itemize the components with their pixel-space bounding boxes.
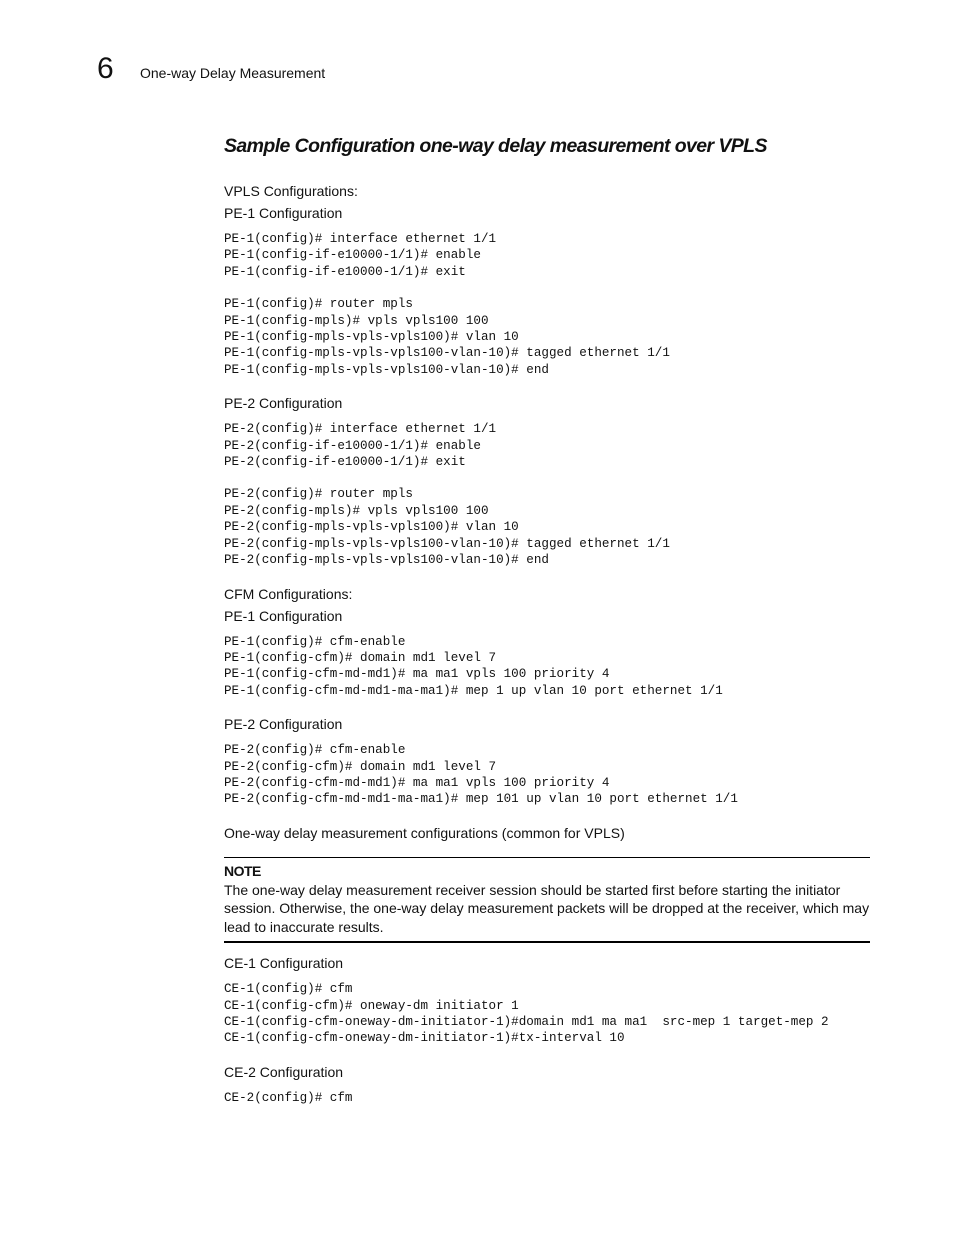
running-title: One-way Delay Measurement xyxy=(140,65,326,81)
chapter-number: 6 xyxy=(97,52,114,85)
ce2-code-block: CE-2(config)# cfm xyxy=(224,1090,353,1105)
ce1-label: CE-1 Configuration xyxy=(224,955,344,972)
cfm-pe2-label: PE-2 Configuration xyxy=(224,716,343,733)
ce1-code-block: CE-1(config)# cfm CE-1(config-cfm)# oneway-dm initiator 1 CE-1(config-cfm-oneway-dm-initiator-1)#domain md1 ma ma1 src-mep 1 target-mep 2 CE-1(config-cfm-oneway-dm-initiator-1)#tx-interval 10 xyxy=(224,982,829,1046)
vpls-pe1-code-block-2: PE-1(config)# router mpls PE-1(config-mpls)# vpls vpls100 100 PE-1(config-mpls-vpls-vpls100)# vlan 10 PE-1(config-mpls-vpls-vpls100-vlan-10)# tagged ethernet 1/1 PE-1(config-mpls-vpls-vpls100-vlan-10)# end xyxy=(224,297,670,377)
note-title: NOTE xyxy=(224,862,261,879)
cfm-pe1-code-block: PE-1(config)# cfm-enable PE-1(config-cfm)# domain md1 level 7 PE-1(config-cfm-md-md1)# ma ma1 vpls 100 priority 4 PE-1(config-cfm-md-md1-ma-ma1)# mep 1 up vlan 10 port ethernet 1/1 xyxy=(224,634,723,698)
section-title: Sample Configuration one-way delay measurement over VPLS xyxy=(224,135,767,157)
note-box xyxy=(224,857,870,944)
oneway-dm-heading: One-way delay measurement configurations (common for VPLS) xyxy=(224,824,625,841)
vpls-configurations-heading: VPLS Configurations: xyxy=(224,183,358,199)
cfm-pe1-label: PE-1 Configuration xyxy=(224,607,343,624)
cfm-configurations-heading: CFM Configurations: xyxy=(224,585,353,602)
ce2-label: CE-2 Configuration xyxy=(224,1063,344,1080)
vpls-pe2-label: PE-2 Configuration xyxy=(224,395,343,412)
cfm-pe2-code-block: PE-2(config)# cfm-enable PE-2(config-cfm)# domain md1 level 7 PE-2(config-cfm-md-md1)# ma ma1 vpls 100 priority 4 PE-2(config-cfm-md-md1-ma-ma1)# mep 101 up vlan 10 port ethernet 1/1 xyxy=(224,743,738,807)
page-content xyxy=(224,133,870,1106)
vpls-pe1-label: PE-1 Configuration xyxy=(224,205,343,221)
vpls-pe1-code-block-1: PE-1(config)# interface ethernet 1/1 PE-1(config-if-e10000-1/1)# enable PE-1(config-if-e10000-1/1)# exit xyxy=(224,232,497,279)
note-text: The one-way delay measurement receiver session should be started first before starting the initiator session. Otherwise, the one-way delay measurement packets will be dropped at the receiver, which may lead to inaccurate results. xyxy=(224,881,870,935)
vpls-pe2-code-block-1: PE-2(config)# interface ethernet 1/1 PE-2(config-if-e10000-1/1)# enable PE-2(config-if-e10000-1/1)# exit xyxy=(224,422,497,470)
vpls-pe2-code-block-2: PE-2(config)# router mpls PE-2(config-mpls)# vpls vpls100 100 PE-2(config-mpls-vpls-vpls100)# vlan 10 PE-2(config-mpls-vpls-vpls100-vlan-10)# tagged ethernet 1/1 PE-2(config-mpls-vpls-vpls100-vlan-10)# end xyxy=(224,487,670,568)
